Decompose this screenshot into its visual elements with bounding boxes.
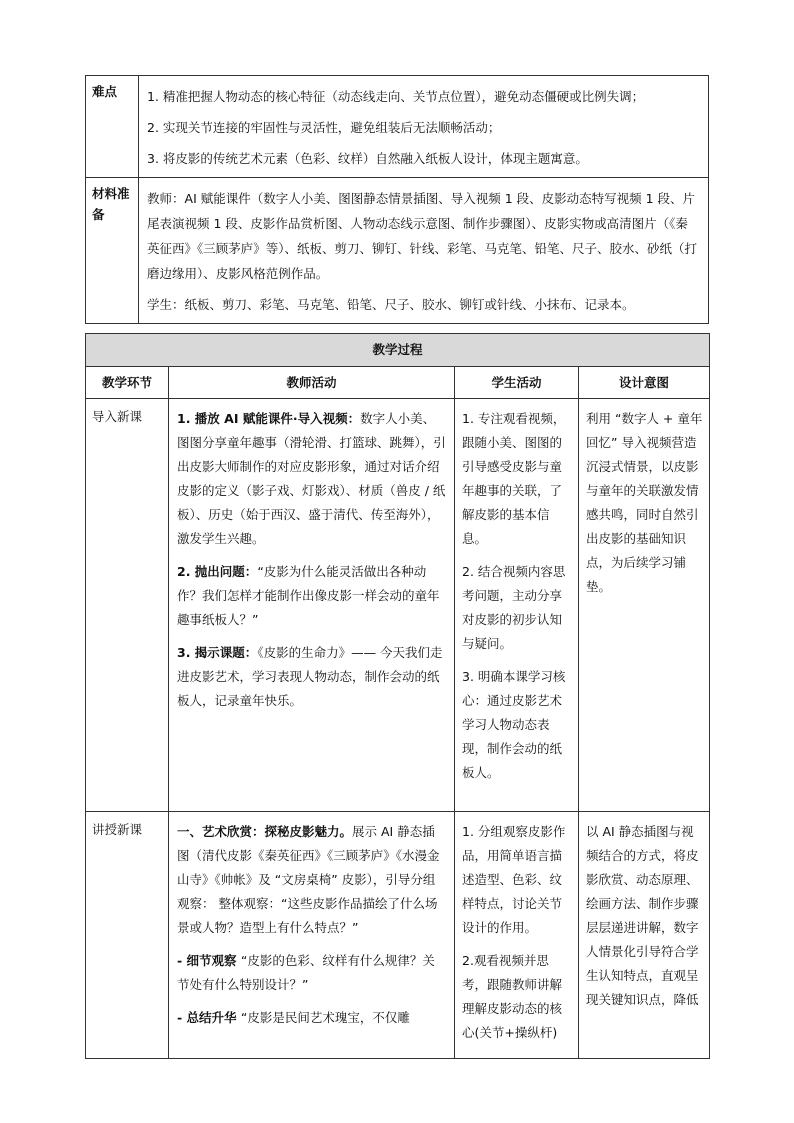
- teacher-materials: [147, 186, 700, 286]
- step-heading: 一、艺术欣赏：探秘皮影魅力。: [177, 824, 353, 839]
- step-text: “皮影为什么能灵活做出各种动作？我们怎样才能制作出像皮影一样会动的童年趣事纸板人？”: [177, 564, 440, 627]
- student-step: 3. 明确本课学习核心：通过皮影艺术学习人物动态表现，制作会动的纸板人。: [462, 669, 566, 780]
- header-student: 学生活动: [455, 367, 579, 399]
- teacher-step: [177, 641, 446, 713]
- teacher-activity-cell: [169, 399, 455, 812]
- difficulty-item: 2. 实现关节连接的牢固性与灵活性，避免组装后无法顺畅活动；: [147, 120, 501, 135]
- difficulty-row: [86, 76, 709, 178]
- header-design: 设计意图: [579, 367, 710, 399]
- difficulty-item: 3. 将皮影的传统艺术元素（色彩、纹样）自然融入纸板人设计，体现主题寓意。: [147, 151, 588, 166]
- header-row: [86, 367, 710, 399]
- process-banner: 教学过程: [86, 334, 710, 367]
- step-heading: 1. 播放 AI 赋能课件·导入视频：: [177, 411, 361, 426]
- student-materials-text: 纸板、剪刀、彩笔、马克笔、铅笔、尺子、胶水、铆钉或针线、小抹布、记录本。: [184, 297, 635, 312]
- info-table: [85, 75, 709, 324]
- materials-content: [139, 178, 709, 324]
- materials-row: [86, 178, 709, 324]
- stage-cell: 导入新课: [86, 399, 169, 812]
- process-table: [85, 333, 710, 1059]
- student-step: 1. 专注观看视频，跟随小美、图图的引导感受皮影与童年趣事的关联，了解皮影的基本信息。: [462, 411, 566, 546]
- table-row: [86, 399, 710, 812]
- step-text: 数字人小美、图图分享童年趣事（滑轮滑、打篮球、跳舞），引出皮影大师制作的对应皮影形象，通过对话介绍皮影的定义（影子戏、灯影戏）、材质（兽皮 / 纸板）、历史（始于西汉、盛于清代、传至海外），激发学生兴趣。: [177, 411, 446, 546]
- difficulty-label: 难点: [86, 76, 139, 178]
- step-text: 展示 AI 静态插图（清代皮影《秦英征西》《三顾茅庐》《水漫金山寺》《帅帐》及 “文房桌椅” 皮影），引导分组观察： 整体观察：“这些皮影作品描绘了什么场景或人物？造型上有什么特点？”: [177, 824, 440, 935]
- teacher-step: [177, 820, 446, 940]
- teacher-step: [177, 407, 446, 551]
- student-activity-cell: [455, 399, 579, 812]
- step-text: “皮影的色彩、纹样有什么规律？关节处有什么特别设计？”: [177, 953, 435, 992]
- student-materials: [147, 292, 700, 317]
- step-heading: 3. 揭示课题：: [177, 645, 258, 660]
- student-step: 2. 结合视频内容思考问题，主动分享对皮影的初步认知与疑问。: [462, 564, 566, 651]
- difficulty-item: 1. 精准把握人物动态的核心特征（动态线走向、关节点位置），避免动态僵硬或比例失调；: [147, 89, 645, 104]
- student-step: 1. 分组观察皮影作品，用简单语言描述造型、色彩、纹样特点，讨论关节设计的作用。: [462, 824, 566, 935]
- header-stage: 教学环节: [86, 367, 169, 399]
- teacher-activity-cell: [169, 812, 455, 1059]
- teacher-step: [177, 949, 446, 997]
- step-heading: - 细节观察: [177, 953, 241, 968]
- student-materials-label: 学生：: [147, 297, 185, 312]
- step-heading: 2. 抛出问题：: [177, 564, 258, 579]
- design-intent-cell: 利用 “数字人 + 童年回忆” 导入视频营造沉浸式情景，以皮影与童年的关联激发情感共鸣，同时自然引出皮影的基础知识点，为后续学习铺垫。: [579, 399, 710, 812]
- step-heading: - 总结升华: [177, 1010, 241, 1025]
- student-step: 2.观看视频并思考，跟随教师讲解理解皮影动态的核心(关节+操纵杆): [462, 953, 563, 1040]
- stage-cell: 讲授新课: [86, 812, 169, 1059]
- teacher-step: [177, 560, 446, 632]
- student-activity-cell: [455, 812, 579, 1059]
- teacher-materials-text: AI 赋能课件（数字人小美、图图静态情景插图、导入视频 1 段、皮影动态特写视频 1 段、片尾表演视频 1 段、皮影作品赏析图、人物动态线示意图、制作步骤图）、皮影实物或高清图片（《秦英征西》《三顾茅庐》等）、纸板、剪刀、铆钉、针线、彩笔、马克笔、铅笔、尺子、胶水、砂纸（打磨边缘用）、皮影风格范例作品。: [147, 191, 698, 281]
- step-text: “皮影是民间艺术瑰宝，不仅雕: [240, 1010, 410, 1025]
- step-text: 《皮影的生命力》—— 今天我们走进皮影艺术，学习表现人物动态，制作会动的纸板人，记录童年快乐。: [177, 645, 443, 708]
- teacher-step: [177, 1006, 446, 1030]
- design-intent-cell: 以 AI 静态插图与视频结合的方式，将皮影欣赏、动态原理、绘画方法、制作步骤层层递进讲解，数字人情景化引导符合学生认知特点，直观呈现关键知识点，降低: [579, 812, 710, 1059]
- table-row: [86, 812, 710, 1059]
- header-teacher: 教师活动: [169, 367, 455, 399]
- teacher-materials-label: 教师：: [147, 191, 185, 206]
- difficulty-content: [139, 76, 709, 178]
- materials-label: 材料准备: [86, 178, 139, 324]
